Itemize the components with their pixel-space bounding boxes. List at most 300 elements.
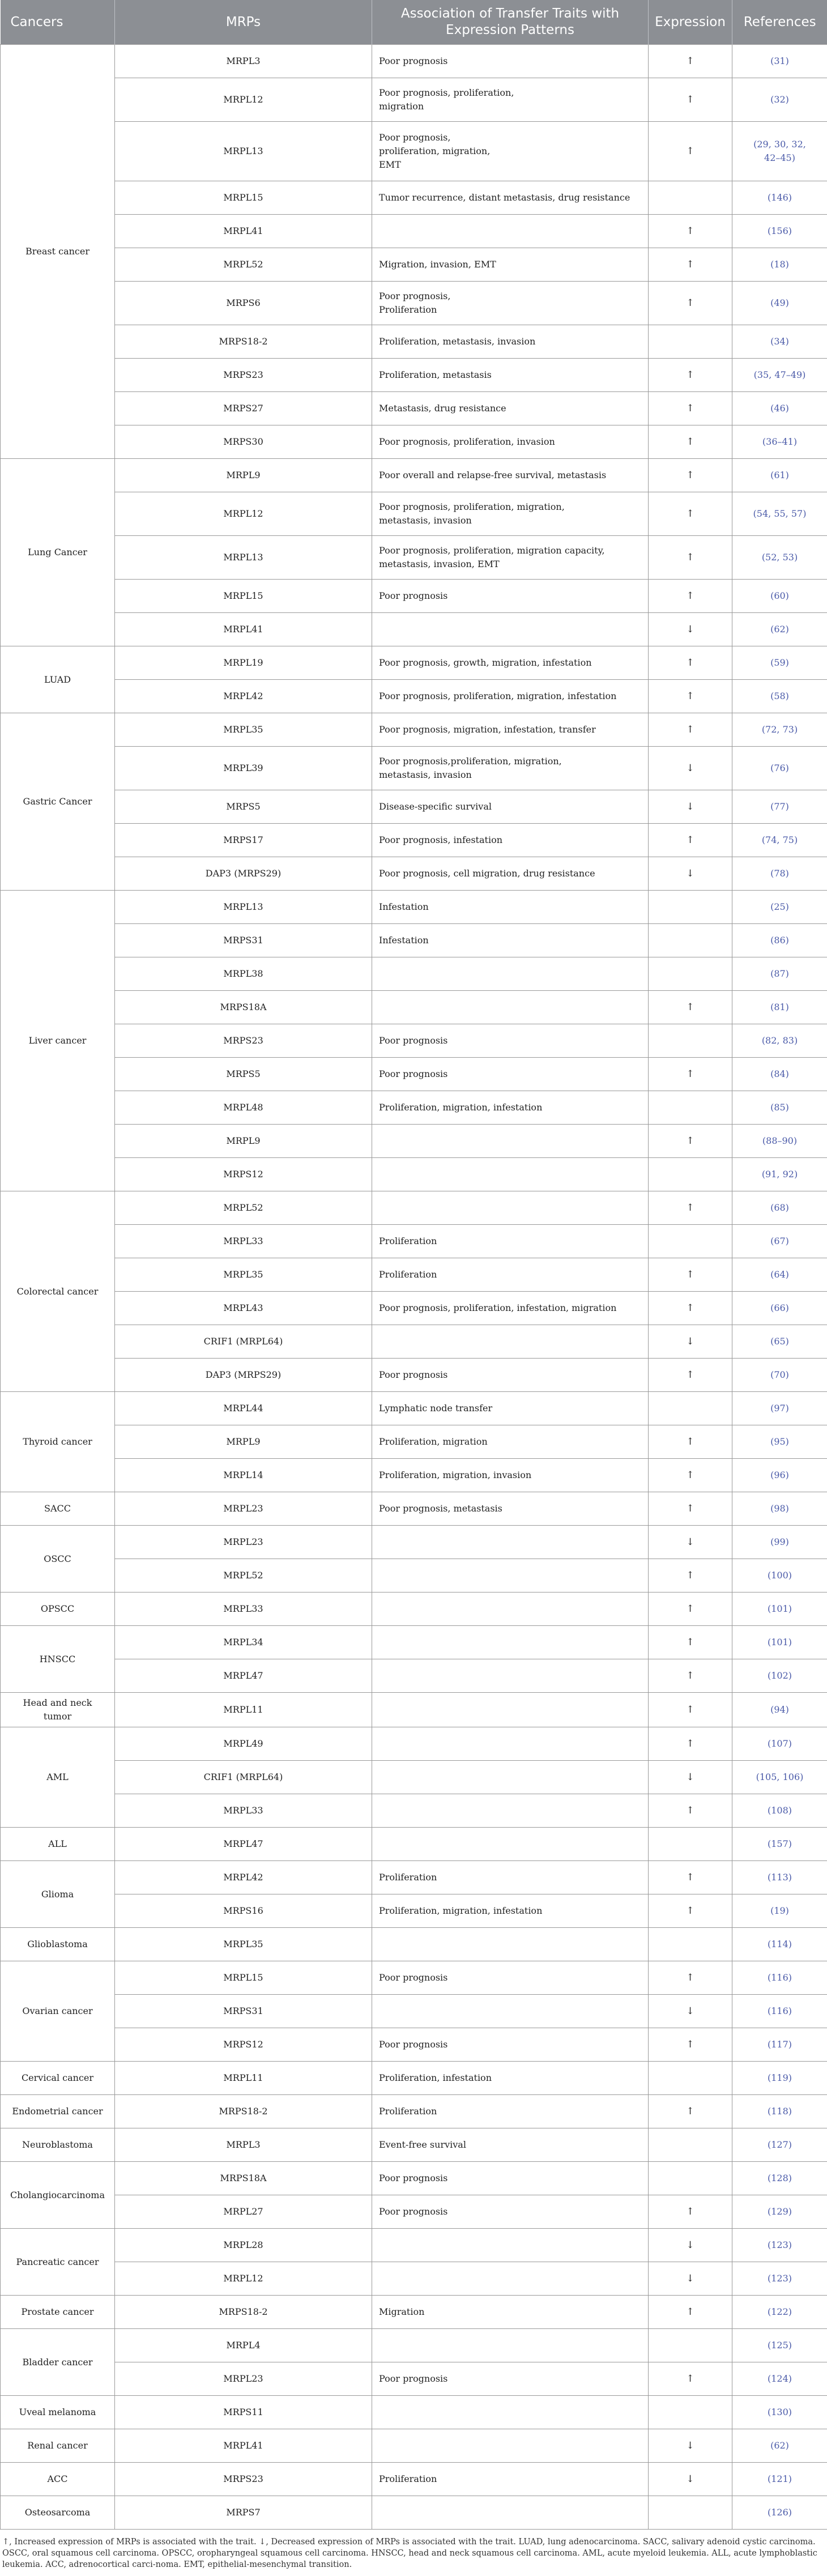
- cancer-cell: [1, 646, 115, 713]
- association-line: Poor prognosis: [379, 1369, 447, 1380]
- mrp-cell: MRPS18-2: [115, 325, 372, 359]
- references-cell: (70): [732, 1359, 827, 1392]
- cancer-label: Pancreatic cancer: [16, 2256, 99, 2267]
- association-cell: [372, 924, 649, 957]
- table-row: [1, 1894, 827, 1928]
- expression-cell: ↑: [649, 1693, 732, 1727]
- mrp-cell: MRPL12: [115, 492, 372, 536]
- association-line: Tumor recurrence, distant metastasis, drug resistance: [379, 192, 630, 203]
- expression-cell: ↑: [649, 1425, 732, 1459]
- expression-cell: ↑: [649, 1659, 732, 1693]
- expression-cell: [649, 2128, 732, 2162]
- expression-cell: [649, 924, 732, 957]
- references-cell: (65): [732, 1325, 827, 1359]
- mrp-cell: MRPS31: [115, 1995, 372, 2028]
- expression-cell: ↑: [649, 580, 732, 613]
- expression-cell: ↑: [649, 392, 732, 425]
- expression-cell: [649, 1392, 732, 1425]
- mrp-cell: MRPS6: [115, 282, 372, 325]
- table-row: [1, 1492, 827, 1526]
- references-cell: (68): [732, 1191, 827, 1225]
- cancer-cell: [1, 2329, 115, 2396]
- association-cell: [372, 2496, 649, 2530]
- association-cell: [372, 2329, 649, 2362]
- references-cell: (114): [732, 1928, 827, 1961]
- table-row: [1, 2429, 827, 2463]
- association-cell: [372, 1995, 649, 2028]
- association-cell: [372, 181, 649, 215]
- table-row: [1, 2396, 827, 2429]
- mrp-cell: MRPS12: [115, 1158, 372, 1191]
- references-cell: (81): [732, 991, 827, 1024]
- association-cell: [372, 282, 649, 325]
- association-line: Poor prognosis, proliferation, infestation, migration: [379, 1302, 616, 1313]
- association-line: metastasis, invasion, EMT: [379, 559, 500, 569]
- expression-cell: ↑: [649, 1058, 732, 1091]
- references-cell: (31): [732, 45, 827, 78]
- association-line: Poor prognosis: [379, 2173, 447, 2183]
- mrp-cell: MRPL23: [115, 1492, 372, 1526]
- association-line: metastasis, invasion: [379, 769, 472, 780]
- association-cell: [372, 1325, 649, 1359]
- association-line: Disease-specific survival: [379, 801, 492, 812]
- cancer-label: SACC: [44, 1503, 71, 1514]
- table-row: [1, 2062, 827, 2095]
- cancer-label: ACC: [47, 2473, 67, 2484]
- references-cell: (157): [732, 1828, 827, 1861]
- association-cell: [372, 1359, 649, 1392]
- association-cell: [372, 2095, 649, 2128]
- expression-cell: ↓: [649, 790, 732, 824]
- cancer-cell: [1, 459, 115, 646]
- table-row: [1, 2195, 827, 2229]
- references-cell: (72, 73): [732, 713, 827, 747]
- association-cell: [372, 1024, 649, 1058]
- cancer-label: Cholangiocarcinoma: [10, 2190, 105, 2200]
- association-line: Poor prognosis, cell migration, drug resistance: [379, 868, 595, 879]
- mrp-cell: MRPL3: [115, 45, 372, 78]
- references-cell: (78): [732, 857, 827, 891]
- references-cell: [732, 122, 827, 181]
- references-cell: (126): [732, 2496, 827, 2530]
- header-row: [1, 0, 827, 45]
- expression-cell: ↓: [649, 1995, 732, 2028]
- association-line: Proliferation: [379, 304, 437, 315]
- table-row: [1, 122, 827, 181]
- association-line: Poor prognosis, proliferation, migration,: [379, 501, 565, 512]
- cancer-cell: [1, 45, 115, 459]
- cancer-label: Uveal melanoma: [19, 2407, 96, 2417]
- association-cell: [372, 215, 649, 248]
- cancer-cell: [1, 1928, 115, 1961]
- mrp-cell: MRPL35: [115, 1258, 372, 1292]
- expression-cell: ↓: [649, 1761, 732, 1794]
- references-cell: (91, 92): [732, 1158, 827, 1191]
- expression-cell: ↓: [649, 1526, 732, 1559]
- association-line: Poor prognosis,proliferation, migration,: [379, 756, 562, 767]
- table-row: [1, 2262, 827, 2296]
- table-row: [1, 1058, 827, 1091]
- mrp-cell: MRPL19: [115, 646, 372, 680]
- references-cell: (123): [732, 2229, 827, 2262]
- cancer-label: Breast cancer: [25, 246, 89, 257]
- association-cell: [372, 425, 649, 459]
- association-line: Lymphatic node transfer: [379, 1403, 492, 1413]
- mrp-cell: MRPL35: [115, 1928, 372, 1961]
- cancer-cell: [1, 1693, 115, 1727]
- table-row: [1, 2296, 827, 2329]
- expression-cell: ↑: [649, 459, 732, 492]
- association-line: Infestation: [379, 935, 429, 946]
- table-row: [1, 1995, 827, 2028]
- cancer-cell: [1, 1191, 115, 1392]
- mrp-cell: MRPL11: [115, 2062, 372, 2095]
- association-cell: [372, 1928, 649, 1961]
- header-association: [372, 0, 649, 45]
- expression-cell: ↑: [649, 122, 732, 181]
- association-cell: [372, 2062, 649, 2095]
- table-row: [1, 790, 827, 824]
- association-cell: [372, 459, 649, 492]
- mrp-cell: MRPS11: [115, 2396, 372, 2429]
- references-cell: (129): [732, 2195, 827, 2229]
- table-row: [1, 248, 827, 282]
- header-expression: Expression: [649, 0, 732, 45]
- association-cell: [372, 492, 649, 536]
- table-row: [1, 45, 827, 78]
- table-row: [1, 1593, 827, 1626]
- table-row: [1, 2229, 827, 2262]
- association-cell: [372, 1425, 649, 1459]
- cancer-label: Ovarian cancer: [22, 2006, 92, 2016]
- association-cell: [372, 957, 649, 991]
- association-cell: [372, 1392, 649, 1425]
- association-line: metastasis, invasion: [379, 515, 472, 526]
- association-cell: [372, 1659, 649, 1693]
- expression-cell: ↑: [649, 1258, 732, 1292]
- association-line: Poor prognosis, proliferation, invasion: [379, 436, 555, 447]
- association-cell: [372, 248, 649, 282]
- table-row: [1, 2095, 827, 2128]
- mrp-cell: MRPL15: [115, 580, 372, 613]
- table-row: [1, 1559, 827, 1593]
- references-cell: (74, 75): [732, 824, 827, 857]
- association-line: Poor prognosis: [379, 56, 447, 66]
- cancer-cell: [1, 2496, 115, 2530]
- references-cell: (119): [732, 2062, 827, 2095]
- expression-cell: ↑: [649, 2028, 732, 2062]
- header-association-line1: Association of Transfer Traits with: [401, 6, 619, 21]
- table-row: [1, 1794, 827, 1828]
- association-cell: [372, 1894, 649, 1928]
- references-cell: (95): [732, 1425, 827, 1459]
- cancer-label: AML: [46, 1772, 69, 1782]
- association-line: Poor prognosis: [379, 2039, 447, 2050]
- expression-cell: [649, 181, 732, 215]
- association-line: Proliferation, migration, infestation: [379, 1905, 542, 1916]
- expression-cell: ↑: [649, 646, 732, 680]
- mrp-cell: MRPS17: [115, 824, 372, 857]
- references-cell: (82, 83): [732, 1024, 827, 1058]
- association-line: migration: [379, 101, 424, 112]
- table-row: [1, 2362, 827, 2396]
- expression-cell: ↑: [649, 2195, 732, 2229]
- cancer-label: OPSCC: [41, 1603, 74, 1614]
- mrp-cell: MRPL13: [115, 122, 372, 181]
- references-cell: (85): [732, 1091, 827, 1125]
- association-cell: [372, 392, 649, 425]
- association-line: Poor prognosis: [379, 1035, 447, 1046]
- mrp-cell: MRPL23: [115, 2362, 372, 2396]
- association-cell: [372, 325, 649, 359]
- association-line: Poor prognosis: [379, 590, 447, 601]
- references-cell: (61): [732, 459, 827, 492]
- references-cell: (101): [732, 1626, 827, 1659]
- mrp-cell: MRPL33: [115, 1794, 372, 1828]
- table-row: [1, 282, 827, 325]
- table-row: [1, 392, 827, 425]
- association-line: Proliferation, metastasis, invasion: [379, 336, 535, 347]
- association-cell: [372, 1526, 649, 1559]
- cancer-cell: [1, 2463, 115, 2496]
- association-cell: [372, 1125, 649, 1158]
- references-cell: (19): [732, 1894, 827, 1928]
- mrp-cell: MRPS31: [115, 924, 372, 957]
- expression-cell: [649, 325, 732, 359]
- cancer-cell: [1, 1593, 115, 1626]
- cancer-cell: [1, 2095, 115, 2128]
- expression-cell: ↑: [649, 680, 732, 713]
- mrp-cell: MRPS18-2: [115, 2296, 372, 2329]
- references-cell: (113): [732, 1861, 827, 1894]
- references-cell: (60): [732, 580, 827, 613]
- association-cell: [372, 2396, 649, 2429]
- association-line: Poor prognosis: [379, 1972, 447, 1983]
- expression-cell: ↑: [649, 536, 732, 580]
- table-row: [1, 957, 827, 991]
- mrp-cell: MRPL52: [115, 1559, 372, 1593]
- association-cell: [372, 991, 649, 1024]
- expression-cell: [649, 1225, 732, 1258]
- references-cell: (125): [732, 2329, 827, 2362]
- cancer-cell: [1, 1961, 115, 2062]
- expression-cell: ↑: [649, 1626, 732, 1659]
- mrp-cell: MRPL14: [115, 1459, 372, 1492]
- cancer-label: Neuroblastoma: [22, 2139, 93, 2150]
- association-cell: [372, 1492, 649, 1526]
- cancer-label: Head and neck: [23, 1697, 92, 1708]
- table-row: [1, 1158, 827, 1191]
- association-cell: [372, 1593, 649, 1626]
- mrp-cell: MRPL35: [115, 713, 372, 747]
- table-row: [1, 459, 827, 492]
- association-line: Proliferation, migration: [379, 1436, 488, 1447]
- expression-cell: ↑: [649, 1359, 732, 1392]
- references-cell: (121): [732, 2463, 827, 2496]
- references-cell: (62): [732, 613, 827, 646]
- table-row: [1, 1928, 827, 1961]
- cancer-label: Glioblastoma: [27, 1939, 88, 1949]
- mrp-cell: MRPL48: [115, 1091, 372, 1125]
- table-row: [1, 1325, 827, 1359]
- association-cell: [372, 1693, 649, 1727]
- references-cell: (52, 53): [732, 536, 827, 580]
- association-line: Proliferation, metastasis: [379, 369, 492, 380]
- association-line: Poor prognosis: [379, 2373, 447, 2384]
- cancer-label: tumor: [44, 1711, 71, 1722]
- reference-line: 42–45): [764, 152, 795, 163]
- mrp-cell: MRPS18A: [115, 991, 372, 1024]
- association-cell: [372, 824, 649, 857]
- expression-cell: ↑: [649, 359, 732, 392]
- table-row: [1, 680, 827, 713]
- association-line: Poor prognosis, migration, infestation, transfer: [379, 724, 596, 735]
- table-row: [1, 78, 827, 122]
- mrp-cell: MRPL27: [115, 2195, 372, 2229]
- cancer-cell: [1, 2429, 115, 2463]
- mrp-cell: MRPL33: [115, 1225, 372, 1258]
- references-cell: (146): [732, 181, 827, 215]
- expression-cell: ↑: [649, 1593, 732, 1626]
- association-cell: [372, 536, 649, 580]
- expression-cell: ↓: [649, 857, 732, 891]
- association-line: Proliferation: [379, 2106, 437, 2117]
- mrp-cell: MRPL42: [115, 680, 372, 713]
- expression-cell: ↓: [649, 2262, 732, 2296]
- mrp-cell: MRPL13: [115, 536, 372, 580]
- header-references: References: [732, 0, 827, 45]
- table-row: [1, 1091, 827, 1125]
- association-cell: [372, 2229, 649, 2262]
- expression-cell: ↑: [649, 425, 732, 459]
- association-cell: [372, 45, 649, 78]
- association-cell: [372, 891, 649, 924]
- references-cell: (116): [732, 1995, 827, 2028]
- table-row: [1, 1626, 827, 1659]
- mrp-cell: MRPS23: [115, 359, 372, 392]
- cancer-cell: [1, 2396, 115, 2429]
- header-cancers: Cancers: [1, 0, 115, 45]
- cancer-cell: [1, 1861, 115, 1928]
- table-row: [1, 1191, 827, 1225]
- association-line: Poor prognosis, growth, migration, infestation: [379, 657, 592, 668]
- references-cell: (32): [732, 78, 827, 122]
- association-cell: [372, 1761, 649, 1794]
- cancer-label: Glioma: [41, 1889, 74, 1900]
- association-line: Poor prognosis, proliferation, migration, infestation: [379, 691, 616, 701]
- association-line: Event-free survival: [379, 2139, 466, 2150]
- table-row: [1, 536, 827, 580]
- association-cell: [372, 2296, 649, 2329]
- table-row: [1, 1727, 827, 1761]
- expression-cell: [649, 2062, 732, 2095]
- expression-cell: ↑: [649, 492, 732, 536]
- references-cell: (102): [732, 1659, 827, 1693]
- association-cell: [372, 1559, 649, 1593]
- cancer-cell: [1, 1727, 115, 1828]
- association-cell: [372, 2262, 649, 2296]
- association-cell: [372, 1292, 649, 1325]
- references-cell: (64): [732, 1258, 827, 1292]
- references-cell: (58): [732, 680, 827, 713]
- table-row: [1, 425, 827, 459]
- table-row: [1, 824, 827, 857]
- table-header: [1, 0, 827, 45]
- expression-cell: ↑: [649, 713, 732, 747]
- table-row: [1, 1425, 827, 1459]
- references-cell: (130): [732, 2396, 827, 2429]
- association-line: Poor prognosis: [379, 1068, 447, 1079]
- mrp-cell: CRIF1 (MRPL64): [115, 1325, 372, 1359]
- mrp-cell: MRPL15: [115, 1961, 372, 1995]
- association-line: Proliferation: [379, 2473, 437, 2484]
- expression-cell: ↑: [649, 1894, 732, 1928]
- mrp-cell: MRPL39: [115, 747, 372, 790]
- mrp-cell: MRPL52: [115, 1191, 372, 1225]
- table-row: [1, 325, 827, 359]
- references-cell: (118): [732, 2095, 827, 2128]
- references-cell: (117): [732, 2028, 827, 2062]
- expression-cell: ↑: [649, 45, 732, 78]
- association-line: Proliferation: [379, 1236, 437, 1246]
- association-cell: [372, 613, 649, 646]
- table-row: [1, 2028, 827, 2062]
- header-association-line2: Expression Patterns: [446, 23, 574, 37]
- mrp-cell: MRPL42: [115, 1861, 372, 1894]
- references-cell: (36–41): [732, 425, 827, 459]
- references-cell: (88–90): [732, 1125, 827, 1158]
- association-cell: [372, 646, 649, 680]
- references-cell: (128): [732, 2162, 827, 2195]
- expression-cell: ↑: [649, 824, 732, 857]
- mrp-cell: MRPL9: [115, 1125, 372, 1158]
- expression-cell: ↑: [649, 78, 732, 122]
- association-cell: [372, 1459, 649, 1492]
- references-cell: (108): [732, 1794, 827, 1828]
- cancer-label: Gastric Cancer: [23, 796, 92, 807]
- references-cell: (96): [732, 1459, 827, 1492]
- table-row: [1, 1961, 827, 1995]
- cancer-cell: [1, 1626, 115, 1693]
- cancer-cell: [1, 713, 115, 891]
- cancer-label: ALL: [48, 1838, 67, 1849]
- references-cell: (100): [732, 1559, 827, 1593]
- table-body: [1, 45, 827, 2530]
- references-cell: (34): [732, 325, 827, 359]
- table-row: [1, 1761, 827, 1794]
- expression-cell: ↑: [649, 282, 732, 325]
- cancer-cell: [1, 2162, 115, 2229]
- association-cell: [372, 747, 649, 790]
- cancer-label: Colorectal cancer: [17, 1286, 99, 1297]
- cancer-cell: [1, 2062, 115, 2095]
- association-cell: [372, 1861, 649, 1894]
- association-line: Poor overall and relapse-free survival, metastasis: [379, 470, 606, 480]
- mrp-cell: MRPL47: [115, 1659, 372, 1693]
- association-line: EMT: [379, 159, 401, 170]
- references-cell: (97): [732, 1392, 827, 1425]
- expression-cell: ↑: [649, 1459, 732, 1492]
- association-cell: [372, 1225, 649, 1258]
- cancer-label: Bladder cancer: [23, 2357, 93, 2368]
- references-cell: (54, 55, 57): [732, 492, 827, 536]
- expression-cell: [649, 1928, 732, 1961]
- references-cell: (99): [732, 1526, 827, 1559]
- cancer-label: Osteosarcoma: [25, 2507, 91, 2518]
- mrp-cell: MRPL12: [115, 2262, 372, 2296]
- mrp-cell: MRPS5: [115, 790, 372, 824]
- association-line: Migration: [379, 2306, 424, 2317]
